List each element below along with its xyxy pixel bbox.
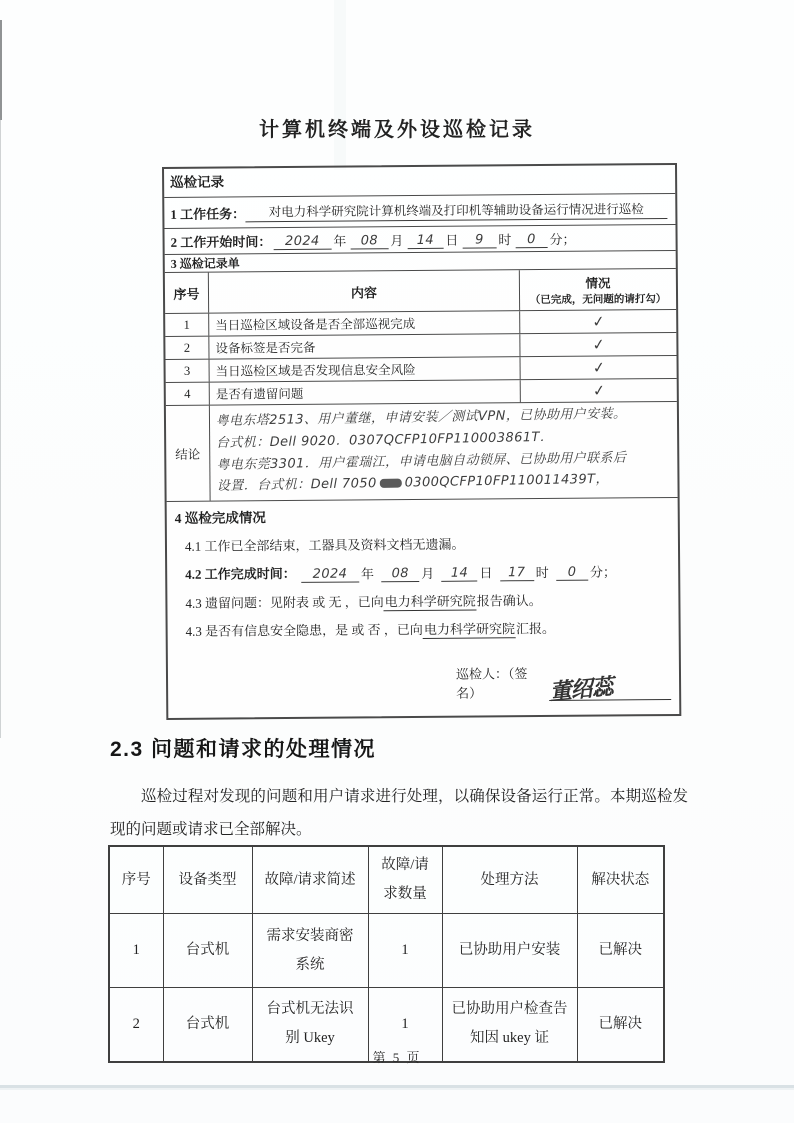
row-no: 4	[166, 383, 210, 405]
start-minute-value: 0	[515, 232, 547, 248]
end-hour-value: 17	[500, 565, 534, 581]
task-row	[164, 193, 675, 228]
task-value: 对电力科学研究院计算机终端及打印机等辅助设备运行情况进行巡检	[245, 199, 667, 222]
row-content: 是否有遗留问题	[215, 386, 304, 402]
header-cell: 解决状态	[577, 846, 664, 914]
scan-edge-artifact	[0, 20, 2, 120]
inspector-label: 巡检人：（签名）	[455, 666, 528, 701]
row-content: 设备标签是否完备	[215, 340, 316, 356]
unit-day: 日	[445, 232, 459, 248]
completion-item-41: 4.1 工作已全部结束，工器具及资料文档无遗漏。	[184, 536, 465, 554]
cell: 台式机无法识别 Ukey	[252, 988, 368, 1062]
header-cell: 故障/请求简述	[252, 846, 368, 914]
conclusion-line: 台式机：Dell 9020．0307QCFP10FP110003861T．	[215, 429, 554, 451]
unit-month: 月	[390, 233, 404, 249]
start-day-value: 14	[407, 233, 443, 249]
checklist-row	[165, 332, 676, 359]
page-number-footer: 第 5 页	[372, 1050, 422, 1065]
task-label: 1 工作任务：	[170, 205, 246, 222]
checkmark: ✓	[591, 357, 607, 378]
cell: 1	[368, 988, 442, 1062]
col-header-no: 序号	[165, 273, 209, 313]
cell: 台式机	[163, 914, 252, 988]
row-no: 2	[165, 337, 209, 359]
cell: 已解决	[577, 988, 664, 1062]
end-day-value: 14	[441, 566, 477, 582]
completion-item-42: 4.2 工作完成时间： 2024 年 08 月 14 日 17 时 0 分；	[185, 564, 617, 582]
completion-item-43b: 4.3 是否有信息安全隐患，是 或 否 ，已向电力科学研究院汇报。	[185, 620, 555, 639]
cell: 2	[109, 988, 163, 1062]
header-cell: 设备类型	[163, 846, 252, 914]
checklist-header-row	[165, 269, 676, 313]
header-cell: 处理方法	[442, 846, 577, 914]
row-no: 3	[166, 360, 210, 382]
end-year-value: 2024	[301, 566, 359, 582]
col-header-status	[519, 269, 676, 310]
scan-edge-artifact	[0, 118, 1, 738]
checklist-table	[165, 268, 677, 405]
status-header-line2: （已完成，无问题的请打勾）	[529, 293, 667, 306]
checklist-row	[166, 355, 677, 382]
start-year-value: 2024	[273, 234, 331, 250]
end-month-value: 08	[381, 566, 419, 582]
checkmark: ✓	[591, 380, 607, 401]
scan-streak-artifact	[334, 0, 346, 170]
end-time-label: 4.2 工作完成时间：	[185, 565, 296, 582]
row-content: 当日巡检区域是否发现信息安全风险	[215, 363, 416, 379]
header-cell: 故障/请求数量	[368, 846, 442, 914]
cell: 1	[368, 914, 442, 988]
conclusion-line: 粤电东莞3301．用户霍瑞江，申请电脑自动锁屏、已协助用户联系后	[216, 450, 627, 473]
col-header-content: 内容	[350, 284, 378, 301]
checklist-title-row: 3 巡检记录单	[165, 250, 676, 272]
table-header-row	[109, 846, 664, 914]
end-minute-value: 0	[556, 565, 588, 581]
inspector-signature: 董绍蕊	[548, 674, 614, 706]
conclusion-row	[166, 401, 678, 501]
underlined-org: 电力科学研究院	[423, 621, 516, 639]
cell: 1	[109, 914, 163, 988]
document-title: 计算机终端及外设巡检记录	[259, 119, 535, 141]
cell: 已解决	[577, 914, 664, 988]
row-no: 1	[165, 314, 209, 336]
cell: 台式机	[163, 988, 252, 1062]
ink-blot	[380, 479, 402, 488]
row-content: 当日巡检区域设备是否全部巡视完成	[215, 317, 416, 333]
signature-underline	[548, 668, 671, 706]
header-cell: 序号	[109, 846, 163, 914]
section-2-3-title: 2.3 问题和请求的处理情况	[110, 738, 377, 761]
status-header-line1: 情况	[585, 275, 611, 291]
checkmark: ✓	[590, 334, 606, 355]
inspection-record-form	[162, 163, 681, 720]
start-time-label: 2 工作开始时间：	[170, 234, 272, 250]
completion-header: 4 巡检完成情况	[174, 510, 266, 526]
cell: 需求安装商密系统	[252, 914, 368, 988]
cell: 已协助用户安装	[442, 914, 577, 988]
conclusion-line: 设置．台式机：Dell 7050 0300QCFP10FP110011439T，	[216, 472, 609, 495]
form-section-header: 巡检记录	[170, 174, 225, 190]
unit-hour: 时	[498, 232, 512, 248]
page-boundary-shadow	[0, 1088, 794, 1090]
checklist-row	[165, 309, 676, 336]
start-time-row	[164, 224, 675, 254]
section-2-3-paragraph: 巡检过程对发现的问题和用户请求进行处理，以确保设备运行正常。本期巡检发现的问题或请求已全部解决。	[110, 788, 688, 839]
unit-minute: 分；	[549, 231, 576, 247]
completion-section	[167, 497, 680, 718]
underlined-org: 电力科学研究院	[384, 594, 477, 612]
inspector-signature-row	[455, 662, 671, 706]
conclusion-label: 结论	[166, 406, 211, 501]
start-month-value: 08	[350, 233, 388, 249]
completion-item-43a: 4.3 遗留问题：见附表 或 无 ，已向电力科学研究院报告确认。	[185, 593, 542, 611]
issue-resolution-table	[108, 845, 665, 1063]
conclusion-handwriting	[209, 400, 678, 504]
checkmark: ✓	[590, 311, 606, 332]
cell: 已协助用户检查告知因 ukey 证	[442, 988, 577, 1062]
conclusion-line: 粤电东塔2513、用户董继，申请安装／测试VPN，已协助用户安装。	[215, 406, 627, 429]
unit-year: 年	[333, 233, 347, 249]
start-hour-value: 9	[462, 232, 496, 248]
table-row	[109, 914, 664, 988]
